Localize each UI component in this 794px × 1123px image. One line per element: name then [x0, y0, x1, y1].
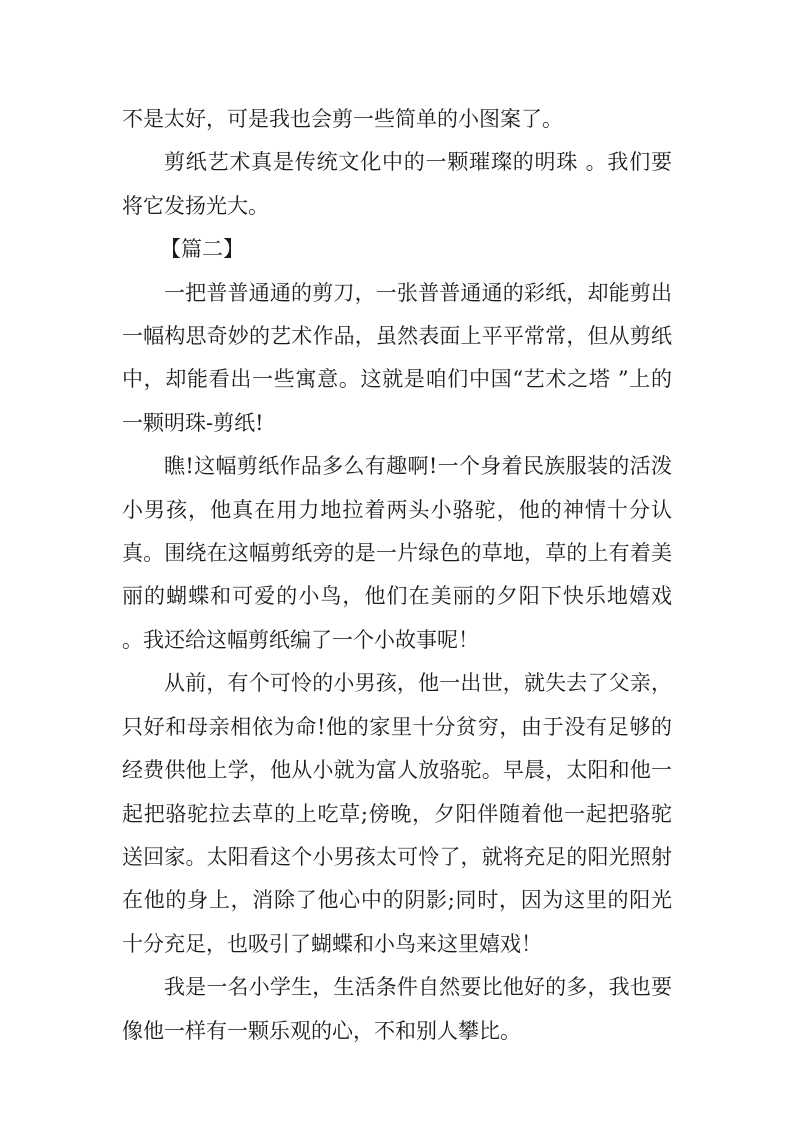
section-heading: 【篇二】 — [160, 237, 244, 262]
document-body — [122, 98, 672, 1053]
paragraph-story: 从前，有个可怜的小男孩，他一出世，就失去了父亲，只好和母亲相依为命!他的家里十分贫穷，由于没有足够的经费供他上学，他从小就为富人放骆驼。早晨，太阳和他一起把骆驼拉去草的上吃草;傍晚，夕阳伴随着他一起把骆驼送回家。太阳看这个小男孩太可怜了，就将充足的阳光照射在他的身上，消除了他心中的阴影;同时，因为这里的阳光十分充足，也吸引了蝴蝶和小鸟来这里嬉戏！ — [122, 671, 672, 956]
paragraph-description: 瞧!这幅剪纸作品多么有趣啊!一个身着民族服装的活泼小男孩，他真在用力地拉着两头小骆驼，他的神情十分认真。围绕在这幅剪纸旁的是一片绿色的草地，草的上有着美丽的蝴蝶和可爱的小鸟，他们在美丽的夕阳下快乐地嬉戏 。我还给这幅剪纸编了一个小故事呢！ — [122, 454, 672, 652]
paragraph-conclusion: 剪纸艺术真是传统文化中的一颗璀璨的明珠 。我们要将它发扬光大。 — [122, 150, 672, 218]
paragraph-continuation: 不是太好，可是我也会剪一些简单的小图案了。 — [122, 107, 563, 131]
paragraph-reflection: 我是一名小学生，生活条件自然要比他好的多，我也要像他一样有一颗乐观的心，不和别人攀比。 — [122, 975, 672, 1043]
paragraph-intro: 一把普普通通的剪刀，一张普普通通的彩纸，却能剪出一幅构思奇妙的艺术作品，虽然表面上平平常常，但从剪纸中，却能看出一些寓意。这就是咱们中国“艺术之塔 ”上的一颗明珠-剪纸! — [122, 280, 672, 435]
